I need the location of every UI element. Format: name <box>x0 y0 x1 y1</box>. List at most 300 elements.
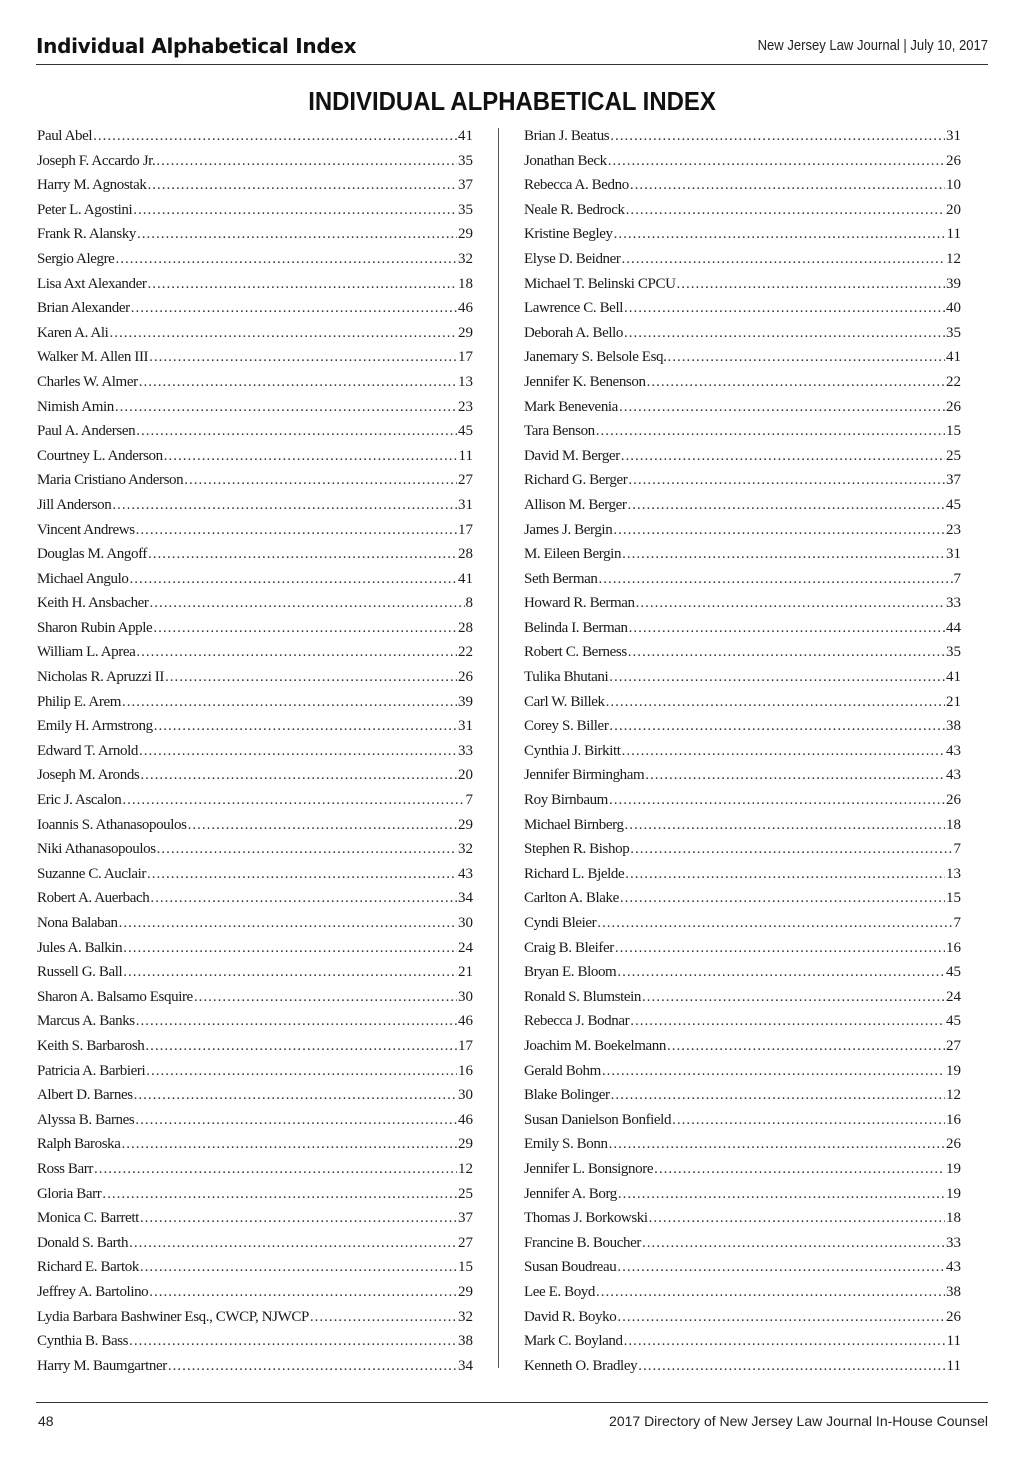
entry-name: Paul A. Andersen <box>37 423 136 440</box>
dot-leader <box>154 714 457 739</box>
dot-leader <box>615 936 945 961</box>
entry-page: 45 <box>946 496 961 513</box>
entry-page: 20 <box>946 201 961 218</box>
index-entry <box>37 1329 473 1354</box>
entry-name: Blake Bolinger <box>524 1087 610 1104</box>
entry-name: Rebecca A. Bedno <box>524 177 629 194</box>
entry-name: Tara Benson <box>524 423 595 440</box>
index-entry <box>37 862 473 887</box>
entry-page: 26 <box>946 152 961 169</box>
entry-page: 29 <box>458 1136 473 1153</box>
dot-leader <box>136 518 457 543</box>
entry-page: 19 <box>946 1062 961 1079</box>
index-entry <box>37 665 473 690</box>
index-entry <box>37 591 473 616</box>
dot-leader <box>622 739 945 764</box>
index-entry <box>524 198 961 223</box>
entry-name: Belinda I. Berman <box>524 619 628 636</box>
dot-leader <box>150 591 465 616</box>
entry-name: Marcus A. Banks <box>37 1013 135 1030</box>
index-entry <box>37 1354 473 1379</box>
dot-leader <box>164 444 458 469</box>
dot-leader <box>599 567 953 592</box>
dot-leader <box>617 960 945 985</box>
dot-leader <box>625 813 945 838</box>
index-entry <box>37 1280 473 1305</box>
entry-name: Vincent Andrews <box>37 521 135 538</box>
entry-name: Nona Balaban <box>37 915 118 931</box>
dot-leader <box>642 985 945 1010</box>
entry-page: 26 <box>946 1308 961 1325</box>
entry-page: 15 <box>946 423 961 440</box>
dot-leader <box>614 222 946 247</box>
index-entry <box>37 468 473 493</box>
section-title: Individual Alphabetical Index <box>36 34 357 58</box>
entry-page: 17 <box>458 349 473 366</box>
dot-leader <box>642 1231 945 1256</box>
dot-leader <box>624 1329 946 1354</box>
index-entry <box>37 1206 473 1231</box>
entry-name: Keith H. Ansbacher <box>37 595 149 612</box>
entry-name: Michael Angulo <box>37 570 129 587</box>
entry-page: 45 <box>458 423 473 440</box>
index-entry <box>524 345 961 370</box>
entry-name: Donald S. Barth <box>37 1234 129 1251</box>
index-entry <box>524 591 961 616</box>
entry-page: 12 <box>946 1087 961 1104</box>
index-entry <box>37 1182 473 1207</box>
index-entry <box>37 1059 473 1084</box>
index-entry <box>524 739 961 764</box>
entry-page: 29 <box>458 816 473 833</box>
column-divider <box>498 128 499 1368</box>
index-entry <box>37 173 473 198</box>
entry-page: 39 <box>458 693 473 710</box>
index-entry <box>37 1157 473 1182</box>
entry-page: 25 <box>458 1185 473 1202</box>
index-entry <box>37 690 473 715</box>
entry-name: Neale R. Bedrock <box>524 201 625 218</box>
entry-page: 39 <box>946 275 961 292</box>
dot-leader <box>123 936 457 961</box>
dot-leader <box>129 1329 457 1354</box>
entry-name: Howard R. Berman <box>524 595 635 612</box>
index-entry <box>37 911 473 936</box>
index-entry <box>524 272 961 297</box>
dot-leader <box>140 763 457 788</box>
index-entry <box>37 321 473 346</box>
index-entry <box>524 788 961 813</box>
entry-page: 18 <box>458 275 473 292</box>
entry-page: 26 <box>946 398 961 415</box>
dot-leader <box>123 960 457 985</box>
dot-leader <box>119 911 457 936</box>
entry-page: 22 <box>946 373 961 390</box>
index-entry <box>524 936 961 961</box>
entry-page: 15 <box>946 890 961 907</box>
dot-leader <box>609 788 945 813</box>
index-entry <box>524 518 961 543</box>
entry-page: 23 <box>458 398 473 415</box>
entry-name: Rebecca J. Bodnar <box>524 1013 630 1030</box>
entry-page: 28 <box>458 546 473 563</box>
dot-leader <box>618 1182 945 1207</box>
index-entry <box>37 222 473 247</box>
entry-name: Frank R. Alansky <box>37 226 137 243</box>
dot-leader <box>146 1059 457 1084</box>
index-entry <box>37 444 473 469</box>
dot-leader <box>621 444 945 469</box>
dot-leader <box>609 1132 945 1157</box>
entry-page: 29 <box>458 226 473 243</box>
dot-leader <box>148 542 457 567</box>
index-entry <box>37 714 473 739</box>
index-entry <box>37 813 473 838</box>
dot-leader <box>134 1083 457 1108</box>
index-entry <box>524 763 961 788</box>
index-entry <box>37 960 473 985</box>
entry-page: 26 <box>946 1136 961 1153</box>
dot-leader <box>628 640 945 665</box>
entry-name: Elyse D. Beidner <box>524 250 621 267</box>
index-entry <box>524 911 961 936</box>
index-entry <box>524 1108 961 1133</box>
dot-leader <box>115 247 457 272</box>
entry-name: Harry M. Agnostak <box>37 177 147 194</box>
index-entry <box>524 1132 961 1157</box>
entry-page: 21 <box>458 964 473 981</box>
dot-leader <box>129 1231 457 1256</box>
dot-leader <box>677 272 945 297</box>
index-entry <box>524 813 961 838</box>
page-title: INDIVIDUAL ALPHABETICAL INDEX <box>308 86 716 116</box>
entry-name: Jennifer A. Borg <box>524 1185 617 1202</box>
entry-page: 28 <box>458 619 473 636</box>
entry-page: 21 <box>946 693 961 710</box>
index-entry <box>524 468 961 493</box>
entry-page: 33 <box>458 742 473 759</box>
index-entry <box>524 395 961 420</box>
index-entry <box>37 1009 473 1034</box>
dot-leader <box>610 124 945 149</box>
entry-name: Corey S. Biller <box>524 718 609 735</box>
entry-page: 34 <box>458 890 473 907</box>
dot-leader <box>112 493 457 518</box>
publication-info: New Jersey Law Journal | July 10, 2017 <box>757 38 988 54</box>
index-entry <box>37 395 473 420</box>
entry-name: M. Eileen Bergin <box>524 546 622 563</box>
dot-leader <box>654 1157 945 1182</box>
dot-leader <box>94 1157 457 1182</box>
index-entry <box>37 567 473 592</box>
entry-name: Michael Birnberg <box>524 816 624 833</box>
entry-name: Janemary S. Belsole Esq. <box>524 349 667 366</box>
index-entry <box>524 1182 961 1207</box>
entry-name: Susan Boudreau <box>524 1259 617 1276</box>
index-entry <box>524 321 961 346</box>
index-column-left <box>37 124 473 1378</box>
entry-name: Joseph M. Aronds <box>37 767 140 784</box>
dot-leader <box>608 149 945 174</box>
dot-leader <box>153 616 457 641</box>
entry-page: 24 <box>946 988 961 1005</box>
entry-name: Richard G. Berger <box>524 472 628 489</box>
dot-leader <box>157 837 457 862</box>
index-entry <box>524 837 961 862</box>
entry-page: 15 <box>458 1259 473 1276</box>
dot-leader <box>602 1059 945 1084</box>
dot-leader <box>156 149 457 174</box>
entry-name: Gerald Bohm <box>524 1062 601 1079</box>
entry-name: Brian J. Beatus <box>524 128 610 144</box>
entry-page: 19 <box>946 1160 961 1177</box>
entry-name: Ralph Baroska <box>37 1136 121 1153</box>
entry-name: Philip E. Arem <box>37 693 121 710</box>
entry-page: 23 <box>946 521 961 538</box>
dot-leader <box>165 665 457 690</box>
entry-page: 46 <box>458 300 473 317</box>
index-entry <box>524 173 961 198</box>
index-entry <box>524 444 961 469</box>
entry-name: Carlton A. Blake <box>524 890 619 907</box>
index-entry <box>37 886 473 911</box>
entry-page: 31 <box>458 718 473 735</box>
entry-page: 8 <box>465 595 473 612</box>
dot-leader <box>667 1034 945 1059</box>
entry-name: Jennifer L. Bonsignore <box>524 1160 654 1177</box>
index-entry <box>37 1083 473 1108</box>
entry-page: 40 <box>946 300 961 317</box>
index-entry <box>524 862 961 887</box>
index-entry <box>524 1157 961 1182</box>
dot-leader <box>626 198 945 223</box>
entry-page: 38 <box>946 718 961 735</box>
dot-leader <box>630 837 952 862</box>
entry-name: Peter L. Agostini <box>37 201 133 218</box>
dot-leader <box>596 419 945 444</box>
entry-page: 38 <box>946 1283 961 1300</box>
index-entry <box>37 616 473 641</box>
entry-page: 30 <box>458 915 473 931</box>
entry-page: 43 <box>946 1259 961 1276</box>
entry-page: 11 <box>946 1357 961 1374</box>
dot-leader <box>115 395 457 420</box>
entry-page: 43 <box>946 767 961 784</box>
index-entry <box>37 1132 473 1157</box>
entry-page: 33 <box>946 595 961 612</box>
dot-leader <box>625 862 945 887</box>
entry-name: Tulika Bhutani <box>524 669 609 686</box>
dot-leader <box>619 395 945 420</box>
entry-page: 37 <box>946 472 961 489</box>
dot-leader <box>630 1009 945 1034</box>
entry-page: 7 <box>953 915 961 931</box>
dot-leader <box>613 518 945 543</box>
entry-page: 25 <box>946 447 961 464</box>
entry-page: 27 <box>458 472 473 489</box>
entry-name: Sharon A. Balsamo Esquire <box>37 988 193 1005</box>
index-entry <box>37 1305 473 1330</box>
index-entry <box>524 1009 961 1034</box>
entry-name: David M. Berger <box>524 447 620 464</box>
dot-leader <box>140 1206 457 1231</box>
entry-name: Nicholas R. Apruzzi II <box>37 669 164 686</box>
dot-leader <box>122 1132 457 1157</box>
dot-leader <box>93 124 457 149</box>
entry-page: 16 <box>946 1111 961 1128</box>
index-entry <box>37 345 473 370</box>
index-entry <box>37 493 473 518</box>
entry-name: Jennifer K. Benenson <box>524 373 646 390</box>
entry-name: Ross Barr <box>37 1160 93 1177</box>
dot-leader <box>672 1108 945 1133</box>
page-footer <box>36 1402 988 1443</box>
dot-leader <box>630 173 945 198</box>
dot-leader <box>622 247 946 272</box>
entry-name: Harry M. Baumgartner <box>37 1357 167 1374</box>
index-entry <box>524 149 961 174</box>
entry-name: Emily H. Armstrong <box>37 718 153 735</box>
entry-name: Jennifer Birmingham <box>524 767 645 784</box>
entry-page: 11 <box>458 447 473 464</box>
index-entry <box>524 1206 961 1231</box>
entry-page: 38 <box>458 1333 473 1350</box>
entry-page: 17 <box>458 1037 473 1054</box>
entry-name: Russell G. Ball <box>37 964 123 981</box>
entry-page: 16 <box>458 1062 473 1079</box>
entry-name: Carl W. Billek <box>524 693 605 710</box>
entry-name: Jonathan Beck <box>524 152 607 169</box>
entry-name: Lisa Axt Alexander <box>37 275 147 292</box>
entry-name: Joachim M. Boekelmann <box>524 1037 666 1054</box>
dot-leader <box>628 468 945 493</box>
entry-name: Bryan E. Bloom <box>524 964 617 981</box>
dot-leader <box>622 542 945 567</box>
index-entry <box>524 1083 961 1108</box>
dot-leader <box>624 296 945 321</box>
entry-name: Charles W. Almer <box>37 373 138 390</box>
index-entry <box>37 518 473 543</box>
entry-page: 41 <box>458 570 473 587</box>
dot-leader <box>150 886 457 911</box>
entry-page: 45 <box>946 1013 961 1030</box>
index-entry <box>37 788 473 813</box>
entry-name: Ronald S. Blumstein <box>524 988 641 1005</box>
index-entry <box>37 247 473 272</box>
index-entry <box>524 1280 961 1305</box>
entry-name: Nimish Amin <box>37 398 114 415</box>
dot-leader <box>145 1034 457 1059</box>
entry-name: Kristine Begley <box>524 226 613 243</box>
dot-leader <box>667 345 945 370</box>
entry-name: Michael T. Belinski CPCU <box>524 275 676 292</box>
entry-name: Cynthia B. Bass <box>37 1333 129 1350</box>
entry-name: Eric J. Ascalon <box>37 792 122 809</box>
dot-leader <box>133 198 457 223</box>
dot-leader <box>102 1182 457 1207</box>
index-column-right <box>524 124 961 1378</box>
index-entry <box>524 124 961 149</box>
entry-page: 22 <box>458 644 473 661</box>
page-number: 48 <box>38 1413 54 1429</box>
dot-leader <box>149 1280 457 1305</box>
dot-leader <box>139 370 457 395</box>
index-entry <box>37 936 473 961</box>
entry-page: 29 <box>458 1283 473 1300</box>
index-entry <box>37 837 473 862</box>
entry-page: 11 <box>946 1333 961 1350</box>
entry-name: Kenneth O. Bradley <box>524 1357 638 1374</box>
index-entry <box>524 985 961 1010</box>
index-entry <box>524 616 961 641</box>
entry-page: 37 <box>458 1210 473 1227</box>
dot-leader <box>617 1305 945 1330</box>
entry-page: 34 <box>458 1357 473 1374</box>
entry-page: 24 <box>458 939 473 956</box>
index-entry <box>524 419 961 444</box>
index-entry <box>524 665 961 690</box>
index-entry <box>37 763 473 788</box>
entry-page: 37 <box>458 177 473 194</box>
entry-name: Maria Cristiano Anderson <box>37 472 184 489</box>
entry-page: 10 <box>946 177 961 194</box>
entry-page: 12 <box>946 250 961 267</box>
dot-leader <box>628 493 946 518</box>
dot-leader <box>147 173 457 198</box>
entry-name: Edward T. Arnold <box>37 742 138 759</box>
entry-page: 17 <box>458 521 473 538</box>
index-entry <box>524 886 961 911</box>
index-entry <box>37 985 473 1010</box>
entry-page: 29 <box>458 324 473 341</box>
entry-page: 45 <box>946 964 961 981</box>
entry-page: 43 <box>946 742 961 759</box>
dot-leader <box>597 911 952 936</box>
entry-name: Lydia Barbara Bashwiner Esq., CWCP, NJWCP <box>37 1308 309 1325</box>
dot-leader <box>596 1280 945 1305</box>
entry-name: David R. Boyko <box>524 1308 617 1325</box>
index-entry <box>37 149 473 174</box>
index-entry <box>37 419 473 444</box>
entry-page: 32 <box>458 1308 473 1325</box>
entry-name: Susan Danielson Bonfield <box>524 1111 672 1128</box>
page-header <box>36 32 988 65</box>
dot-leader <box>188 813 457 838</box>
entry-name: Walker M. Allen III <box>37 349 149 366</box>
entry-page: 26 <box>458 669 473 686</box>
entry-page: 18 <box>946 1210 961 1227</box>
entry-name: Robert A. Auerbach <box>37 890 150 907</box>
entry-page: 19 <box>946 1185 961 1202</box>
dot-leader <box>136 1009 457 1034</box>
index-entry <box>37 1108 473 1133</box>
entry-name: Karen A. Ali <box>37 324 109 341</box>
entry-page: 31 <box>946 128 961 144</box>
entry-name: Sergio Alegre <box>37 250 115 267</box>
index-entry <box>524 690 961 715</box>
index-entry <box>524 1354 961 1379</box>
entry-page: 13 <box>946 865 961 882</box>
index-entry <box>524 370 961 395</box>
entry-page: 16 <box>946 939 961 956</box>
dot-leader <box>310 1305 457 1330</box>
entry-name: Keith S. Barbarosh <box>37 1037 145 1054</box>
entry-name: Jill Anderson <box>37 496 112 513</box>
entry-page: 27 <box>458 1234 473 1251</box>
index-entry <box>37 296 473 321</box>
dot-leader <box>147 862 457 887</box>
entry-name: Cyndi Bleier <box>524 915 597 931</box>
